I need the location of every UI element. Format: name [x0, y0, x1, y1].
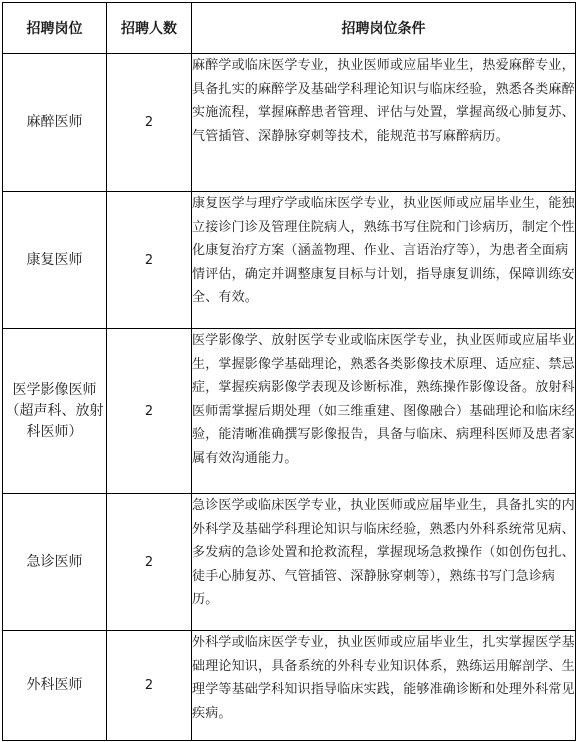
- table-row: [3, 631, 576, 741]
- count-cell: 2: [107, 494, 192, 631]
- requirements-cell: 康复医学与理疗学或临床医学专业，执业医师或应届毕业生，能独立接诊门诊及管理住院病人，熟练书写住院和门诊病历，制定个性化康复治疗方案（涵盖物理、作业、言语治疗等），为患者全面病情评估，确定并调整康复目标与计划，指导康复训练，保障训练安全、有效。: [192, 192, 576, 329]
- position-cell: 外科医师: [3, 631, 107, 741]
- count-cell: 2: [107, 329, 192, 494]
- position-cell: 医学影像医师（超声科、放射科医师）: [3, 329, 107, 494]
- requirements-cell: 外科学或临床医学专业，执业医师或应届毕业生，扎实掌握医学基础理论知识，具备系统的外科专业知识体系，熟练运用解剖学、生理学等基础学科知识指导临床实践，能够准确诊断和处理外科常见疾病。: [192, 631, 576, 741]
- table-row: [3, 54, 576, 192]
- position-cell: 麻醉医师: [3, 54, 107, 192]
- count-cell: 2: [107, 192, 192, 329]
- position-cell: 急诊医师: [3, 494, 107, 631]
- recruitment-table: [2, 2, 576, 741]
- requirements-cell: 医学影像学、放射医学专业或临床医学专业，执业医师或应届毕业生，掌握影像学基础理论，熟悉各类影像技术原理、适应症、禁忌症，掌握疾病影像学表现及诊断标准，熟练操作影像设备。放射科医师需掌握后期处理（如三维重建、图像融合）基础理论和临床经验，能清晰准确撰写影像报告，具备与临床、病理科医师及患者家属有效沟通能力。: [192, 329, 576, 494]
- requirements-cell: 急诊医学或临床医学专业，执业医师或应届毕业生，具备扎实的内外科学及基础学科理论知识与临床经验，熟悉内外科系统常见病、多发病的急诊处置和抢救流程，掌握现场急救操作（如创伤包扎、徒手心肺复苏、气管插管、深静脉穿刺等），熟练书写门急诊病历。: [192, 494, 576, 631]
- table-row: [3, 329, 576, 494]
- header-count: 招聘人数: [107, 3, 192, 54]
- count-cell: 2: [107, 54, 192, 192]
- header-requirements: 招聘岗位条件: [192, 3, 576, 54]
- position-cell: 康复医师: [3, 192, 107, 329]
- count-cell: 2: [107, 631, 192, 741]
- header-position: 招聘岗位: [3, 3, 107, 54]
- table-header-row: [3, 3, 576, 54]
- table-row: [3, 192, 576, 329]
- table-row: [3, 494, 576, 631]
- requirements-cell: 麻醉学或临床医学专业，执业医师或应届毕业生，热爱麻醉专业，具备扎实的麻醉学及基础学科理论知识与临床经验，熟悉各类麻醉实施流程，掌握麻醉患者管理、评估与处置，掌握高级心肺复苏、气管插管、深静脉穿刺等技术，能规范书写麻醉病历。: [192, 54, 576, 192]
